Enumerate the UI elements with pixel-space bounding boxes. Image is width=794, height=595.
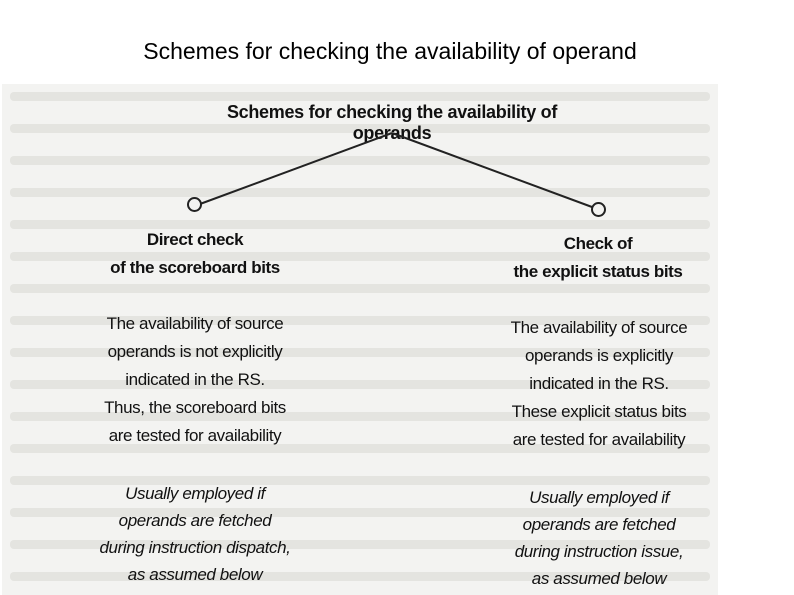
- left-usage-line-4: as assumed below: [127, 565, 263, 584]
- right-branch-description: [494, 314, 704, 454]
- left-branch-node: [187, 197, 202, 212]
- right-desc-line-5: are tested for availability: [512, 430, 686, 449]
- right-usage-line-3: during instruction issue,: [514, 542, 684, 561]
- right-desc-line-3: indicated in the RS.: [529, 374, 669, 393]
- left-usage-line-1: Usually employed if: [125, 484, 265, 503]
- right-desc-line-4: These explicit status bits: [511, 402, 687, 421]
- left-desc-line-3: indicated in the RS.: [125, 370, 265, 389]
- left-usage-line-2: operands are fetched: [118, 511, 272, 530]
- diagram-title: Schemes for checking the availability of operands: [226, 102, 558, 143]
- left-usage-line-3: during instruction dispatch,: [99, 538, 291, 557]
- right-usage-line-1: Usually employed if: [529, 488, 669, 507]
- left-branch-usage: [88, 480, 302, 588]
- left-heading-line-2: of the scoreboard bits: [110, 258, 280, 277]
- right-heading-line-1: Check of: [563, 234, 633, 253]
- right-branch-node: [591, 202, 606, 217]
- right-desc-line-1: The availability of source: [510, 318, 688, 337]
- left-desc-line-2: operands is not explicitly: [107, 342, 283, 361]
- right-usage-line-2: operands are fetched: [522, 515, 676, 534]
- right-branch-heading: [500, 230, 696, 286]
- left-heading-line-1: Direct check: [146, 230, 244, 249]
- left-branch-line: [200, 133, 392, 204]
- left-branch-description: [90, 310, 300, 450]
- right-branch-line: [392, 133, 592, 207]
- right-desc-line-2: operands is explicitly: [524, 346, 674, 365]
- slide-title: Schemes for checking the availability of operand: [143, 38, 637, 64]
- left-desc-line-5: are tested for availability: [108, 426, 282, 445]
- right-branch-usage: [494, 484, 704, 592]
- left-desc-line-1: The availability of source: [106, 314, 284, 333]
- left-desc-line-4: Thus, the scoreboard bits: [104, 398, 286, 417]
- left-branch-heading: [100, 226, 290, 282]
- right-heading-line-2: the explicit status bits: [513, 262, 683, 281]
- right-usage-line-4: as assumed below: [531, 569, 667, 588]
